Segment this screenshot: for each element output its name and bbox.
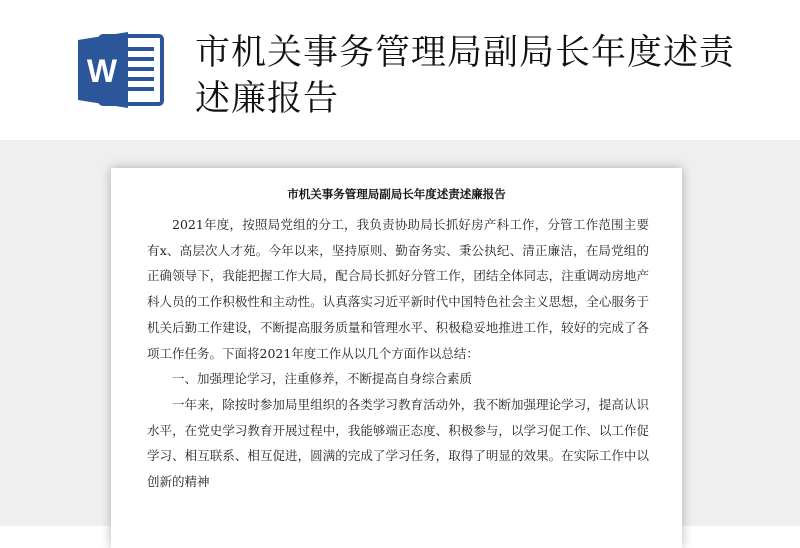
document-page — [111, 168, 682, 548]
document-title: 市机关事务管理局副局长年度述责述廉报告 — [287, 187, 506, 201]
header-banner — [0, 0, 800, 140]
section-heading: 一、加强理论学习，注重修养，不断提高自身综合素质 — [172, 371, 473, 387]
paragraph: 一年来，除按时参加局里组织的各类学习教育活动外，我不断加强理论学习，提高认识水平，在党史学习教育开展过程中，我能够端正态度、积极参与，以学习促工作、以工作促学习、相互联系、相互促进，圆满的完成了学习任务，取得了明显的效果。在实际工作中以创新的精神 — [147, 396, 649, 490]
word-icon-letter: W — [86, 53, 118, 89]
word-document-icon — [76, 30, 166, 110]
paragraph: 2021年度，按照局党组的分工，我负责协助局长抓好房产科工作，分管工作范围主要有x、高层次人才苑。今年以来，坚持原则、勤奋务实、秉公执纪、清正廉洁，在局党组的正确领导下，我能把握工作大局，配合局长抓好分管工作，团结全体同志，注重调动房地产科人员的工作积极性和主动性。认真落实习近平新时代中国特色社会主义思想，全心服务于机关后勤工作建设，不断提高服务质量和管理水平、积极稳妥地推进工作，较好的完成了各项工作任务。下面将2021年度工作从以几个方面作以总结： — [147, 217, 649, 361]
page-title: 市机关事务管理局副局长年度述责述廉报告 — [195, 33, 736, 119]
document-body — [147, 212, 649, 495]
